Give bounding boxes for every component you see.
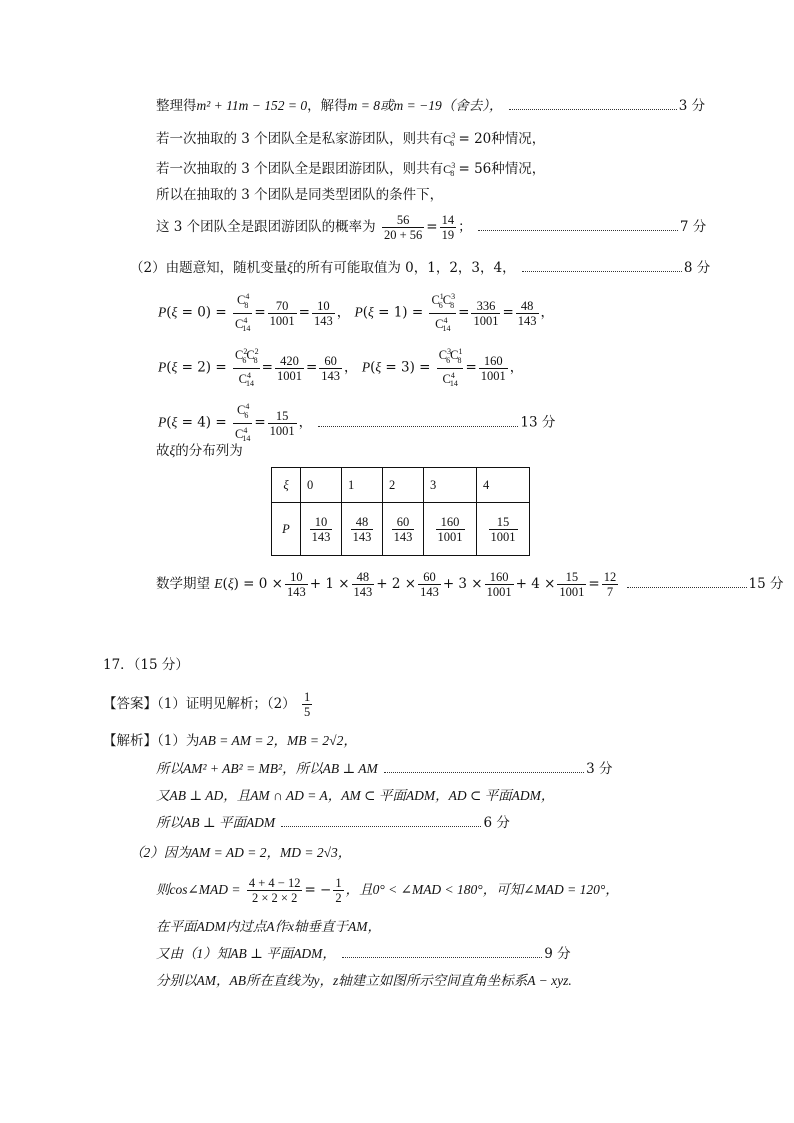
combination-c83: $C^3_8$ bbox=[443, 161, 456, 179]
equals: = bbox=[426, 219, 438, 235]
leader-dots bbox=[342, 947, 542, 958]
line-distribution-title: 故ξ的分布列为 bbox=[156, 443, 243, 459]
fraction-expectation: $\frac{12}{7}$ bbox=[603, 570, 617, 599]
score-label: 9 分 bbox=[544, 946, 571, 962]
analysis-line-3 bbox=[156, 787, 554, 805]
text: 若一次抽取的 3 个团队全是私家游团队，则共有 bbox=[156, 131, 444, 147]
text-prefix: 整理得 bbox=[156, 98, 197, 114]
text: 分别以AM，AB所在直线为y，z轴建立如图所示空间直角坐标系A − xyz. bbox=[156, 973, 572, 988]
score-label: 6 分 bbox=[483, 815, 510, 831]
table-cell: 0 bbox=[301, 468, 342, 503]
table-cell: $\frac{160}{1001}$ bbox=[424, 503, 477, 556]
table-cell: $\frac{60}{143}$ bbox=[383, 503, 424, 556]
score-label: 8 分 bbox=[683, 260, 711, 276]
analysis-line-9 bbox=[156, 972, 572, 990]
line-random-variable: （2）由题意知，随机变量ξ的所有可能取值为 0，1，2，3，4， 8 分 bbox=[130, 260, 711, 276]
text-eq: = 20种情况， bbox=[454, 131, 546, 147]
line-p4: P(ξ = 4) = $\frac{C^4_6}{C^4_{14}}$ = $\frac{15}{1001}$ ， 13 分 bbox=[158, 400, 555, 446]
leader-dots bbox=[281, 816, 481, 827]
analysis-line-1 bbox=[103, 732, 357, 750]
fraction-p4-a: $\frac{15}{1001}$ bbox=[269, 408, 295, 438]
table-row-values bbox=[272, 468, 530, 503]
answer-line bbox=[103, 690, 314, 719]
text: 故 bbox=[156, 443, 170, 459]
math: AB = AM = 2，MB = 2√2， bbox=[199, 733, 357, 748]
text: 又由（1）知AB ⊥ 平面ADM， bbox=[156, 946, 336, 961]
text: 则cos∠MAD = bbox=[156, 882, 241, 897]
text: 【答案】（1）证明见解析；（2） bbox=[103, 696, 296, 712]
text: 这 3 个团队全是跟团游团队的概率为 bbox=[156, 219, 376, 235]
leader-dots bbox=[318, 416, 518, 427]
table-cell: 2 bbox=[383, 468, 424, 503]
leader-dots bbox=[627, 577, 747, 588]
line-group-tour bbox=[156, 157, 545, 183]
leader-dots bbox=[384, 762, 584, 773]
table-row-probs bbox=[272, 503, 530, 556]
score-label: 13 分 bbox=[520, 414, 556, 431]
score-label: 15 分 bbox=[748, 576, 784, 592]
analysis-line-6: 则cos∠MAD = $\frac{4 + 4 - 12}{2 \times 2 \times 2}$ = − $\frac{1}{2}$ ，且0° < ∠MAD < 180°，可知∠MAD = 120°， bbox=[156, 876, 619, 905]
fraction-p3-a: $\frac{160}{1001}$ bbox=[480, 353, 506, 383]
fraction-cos: $\frac{4 + 4 - 12}{2 \times 2 \times 2}$ bbox=[248, 876, 301, 905]
leader-dots bbox=[509, 99, 677, 110]
line-expectation: 数学期望 E(ξ) = 0 × $\frac{10}{143}$ + 1 × $\frac{48}{143}$ + 2 × $\frac{60}{143}$ + 3 × $\frac{160}{1001}$ + 4 × $\frac{15}{1001}$ = $\frac{12}{7}$ 15 分 bbox=[156, 570, 784, 599]
table-cell: 1 bbox=[342, 468, 383, 503]
fraction-p2-b: $\frac{60}{143}$ bbox=[321, 353, 341, 383]
line-p0-p1: P(ξ = 0) = $\frac{C^4_8}{C^4_{14}}$ = $\frac{70}{1001}$ = $\frac{10}{143}$ ， P(ξ = 1) = $\frac{C^1_6C^3_8}{C^4_{14}}$ = $\frac{336}{1001}$ = $\frac{48}{143}$ ， bbox=[158, 290, 554, 336]
table-cell: $\frac{10}{143}$ bbox=[301, 503, 342, 556]
table-cell: $\frac{15}{1001}$ bbox=[477, 503, 530, 556]
fraction-conditional: $\frac{56}{20 + 56}$ bbox=[383, 213, 423, 242]
text: ，且0° < ∠MAD < 180°，可知∠MAD = 120°， bbox=[345, 882, 619, 897]
text-mid: ，解得 bbox=[307, 98, 348, 114]
fraction-p2-comb: $\frac{C^2_6C^2_8}{C^4_{14}}$ bbox=[233, 345, 260, 391]
score-label: 3 分 bbox=[586, 761, 613, 777]
text: 的分布列为 bbox=[175, 443, 243, 459]
text: 17．（15 分） bbox=[103, 657, 189, 673]
solution: m = 8或m = −19（舍去）， bbox=[347, 98, 503, 113]
line-probability: 这 3 个团队全是跟团游团队的概率为 $\frac{56}{20 + 56}$ = $\frac{14}{19}$ ； 7 分 bbox=[156, 213, 707, 242]
fraction-answer: $\frac{1}{5}$ bbox=[303, 690, 311, 719]
fraction-p4-comb: $\frac{C^4_6}{C^4_{14}}$ bbox=[233, 400, 252, 446]
fraction-p1-b: $\frac{48}{143}$ bbox=[517, 298, 537, 328]
score-label: 7 分 bbox=[679, 219, 707, 235]
text: 数学期望 bbox=[156, 576, 210, 592]
quadratic-equation: m² + 11m − 152 = 0 bbox=[196, 98, 308, 113]
question-17-title bbox=[103, 656, 189, 674]
text: 若一次抽取的 3 个团队全是跟团游团队，则共有 bbox=[156, 161, 444, 177]
fraction-p0-comb: $\frac{C^4_8}{C^4_{14}}$ bbox=[233, 290, 252, 336]
leader-dots bbox=[522, 261, 682, 272]
text: 又AB ⊥ AD，且AM ∩ AD = A，AM ⊂ 平面ADM，AD ⊂ 平面ADM， bbox=[156, 788, 555, 803]
score-label: 3 分 bbox=[678, 98, 706, 114]
analysis-line-4 bbox=[156, 814, 510, 832]
text: 在平面ADM内过点A作x轴垂直于AM， bbox=[156, 919, 381, 934]
analysis-line-8 bbox=[156, 945, 571, 963]
line-p2-p3: P(ξ = 2) = $\frac{C^2_6C^2_8}{C^4_{14}}$ = $\frac{420}{1001}$ = $\frac{60}{143}$ ， P(ξ = 3) = $\frac{C^3_6C^1_8}{C^4_{14}}$ = $\frac{160}{1001}$ ， bbox=[158, 345, 523, 391]
text: 所以AB ⊥ 平面ADM bbox=[156, 815, 276, 830]
text: （2）由题意知，随机变量 bbox=[130, 260, 288, 276]
line-equation-solve bbox=[156, 97, 705, 115]
text-eq: = 56种情况， bbox=[454, 161, 546, 177]
fraction-p2-a: $\frac{420}{1001}$ bbox=[276, 353, 302, 383]
line-condition bbox=[156, 186, 443, 204]
text: （2）因为AM = AD = 2，MD = 2√3， bbox=[130, 845, 352, 860]
analysis-line-2 bbox=[156, 760, 612, 778]
table-header-xi: ξ bbox=[272, 468, 301, 503]
fraction-result: $\frac{14}{19}$ bbox=[441, 213, 455, 242]
leader-dots bbox=[478, 220, 678, 231]
combination-c63: $C^3_6$ bbox=[443, 131, 456, 149]
analysis-line-5 bbox=[130, 844, 351, 862]
line-private-tour bbox=[156, 127, 545, 153]
text: 【解析】（1）为 bbox=[103, 733, 200, 749]
fraction-p1-a: $\frac{336}{1001}$ bbox=[473, 298, 499, 328]
table-cell: 3 bbox=[424, 468, 477, 503]
text: 所以AM² + AB² = MB²，所以AB ⊥ AM bbox=[156, 761, 378, 776]
table-cell: $\frac{48}{143}$ bbox=[342, 503, 383, 556]
fraction-p3-comb: $\frac{C^3_6C^1_8}{C^4_{14}}$ bbox=[437, 345, 464, 391]
text: 的所有可能取值为 0，1，2，3，4， bbox=[292, 260, 516, 276]
text: 所以在抽取的 3 个团队是同类型团队的条件下， bbox=[156, 187, 444, 203]
fraction-p0-b: $\frac{10}{143}$ bbox=[313, 298, 333, 328]
distribution-table bbox=[271, 467, 530, 556]
table-cell: 4 bbox=[477, 468, 530, 503]
table-header-p: P bbox=[272, 503, 301, 556]
analysis-line-7 bbox=[156, 918, 381, 936]
fraction-p1-comb: $\frac{C^1_6C^3_8}{C^4_{14}}$ bbox=[429, 290, 456, 336]
fraction-half: $\frac{1}{2}$ bbox=[335, 876, 342, 905]
fraction-p0-a: $\frac{70}{1001}$ bbox=[269, 298, 295, 328]
